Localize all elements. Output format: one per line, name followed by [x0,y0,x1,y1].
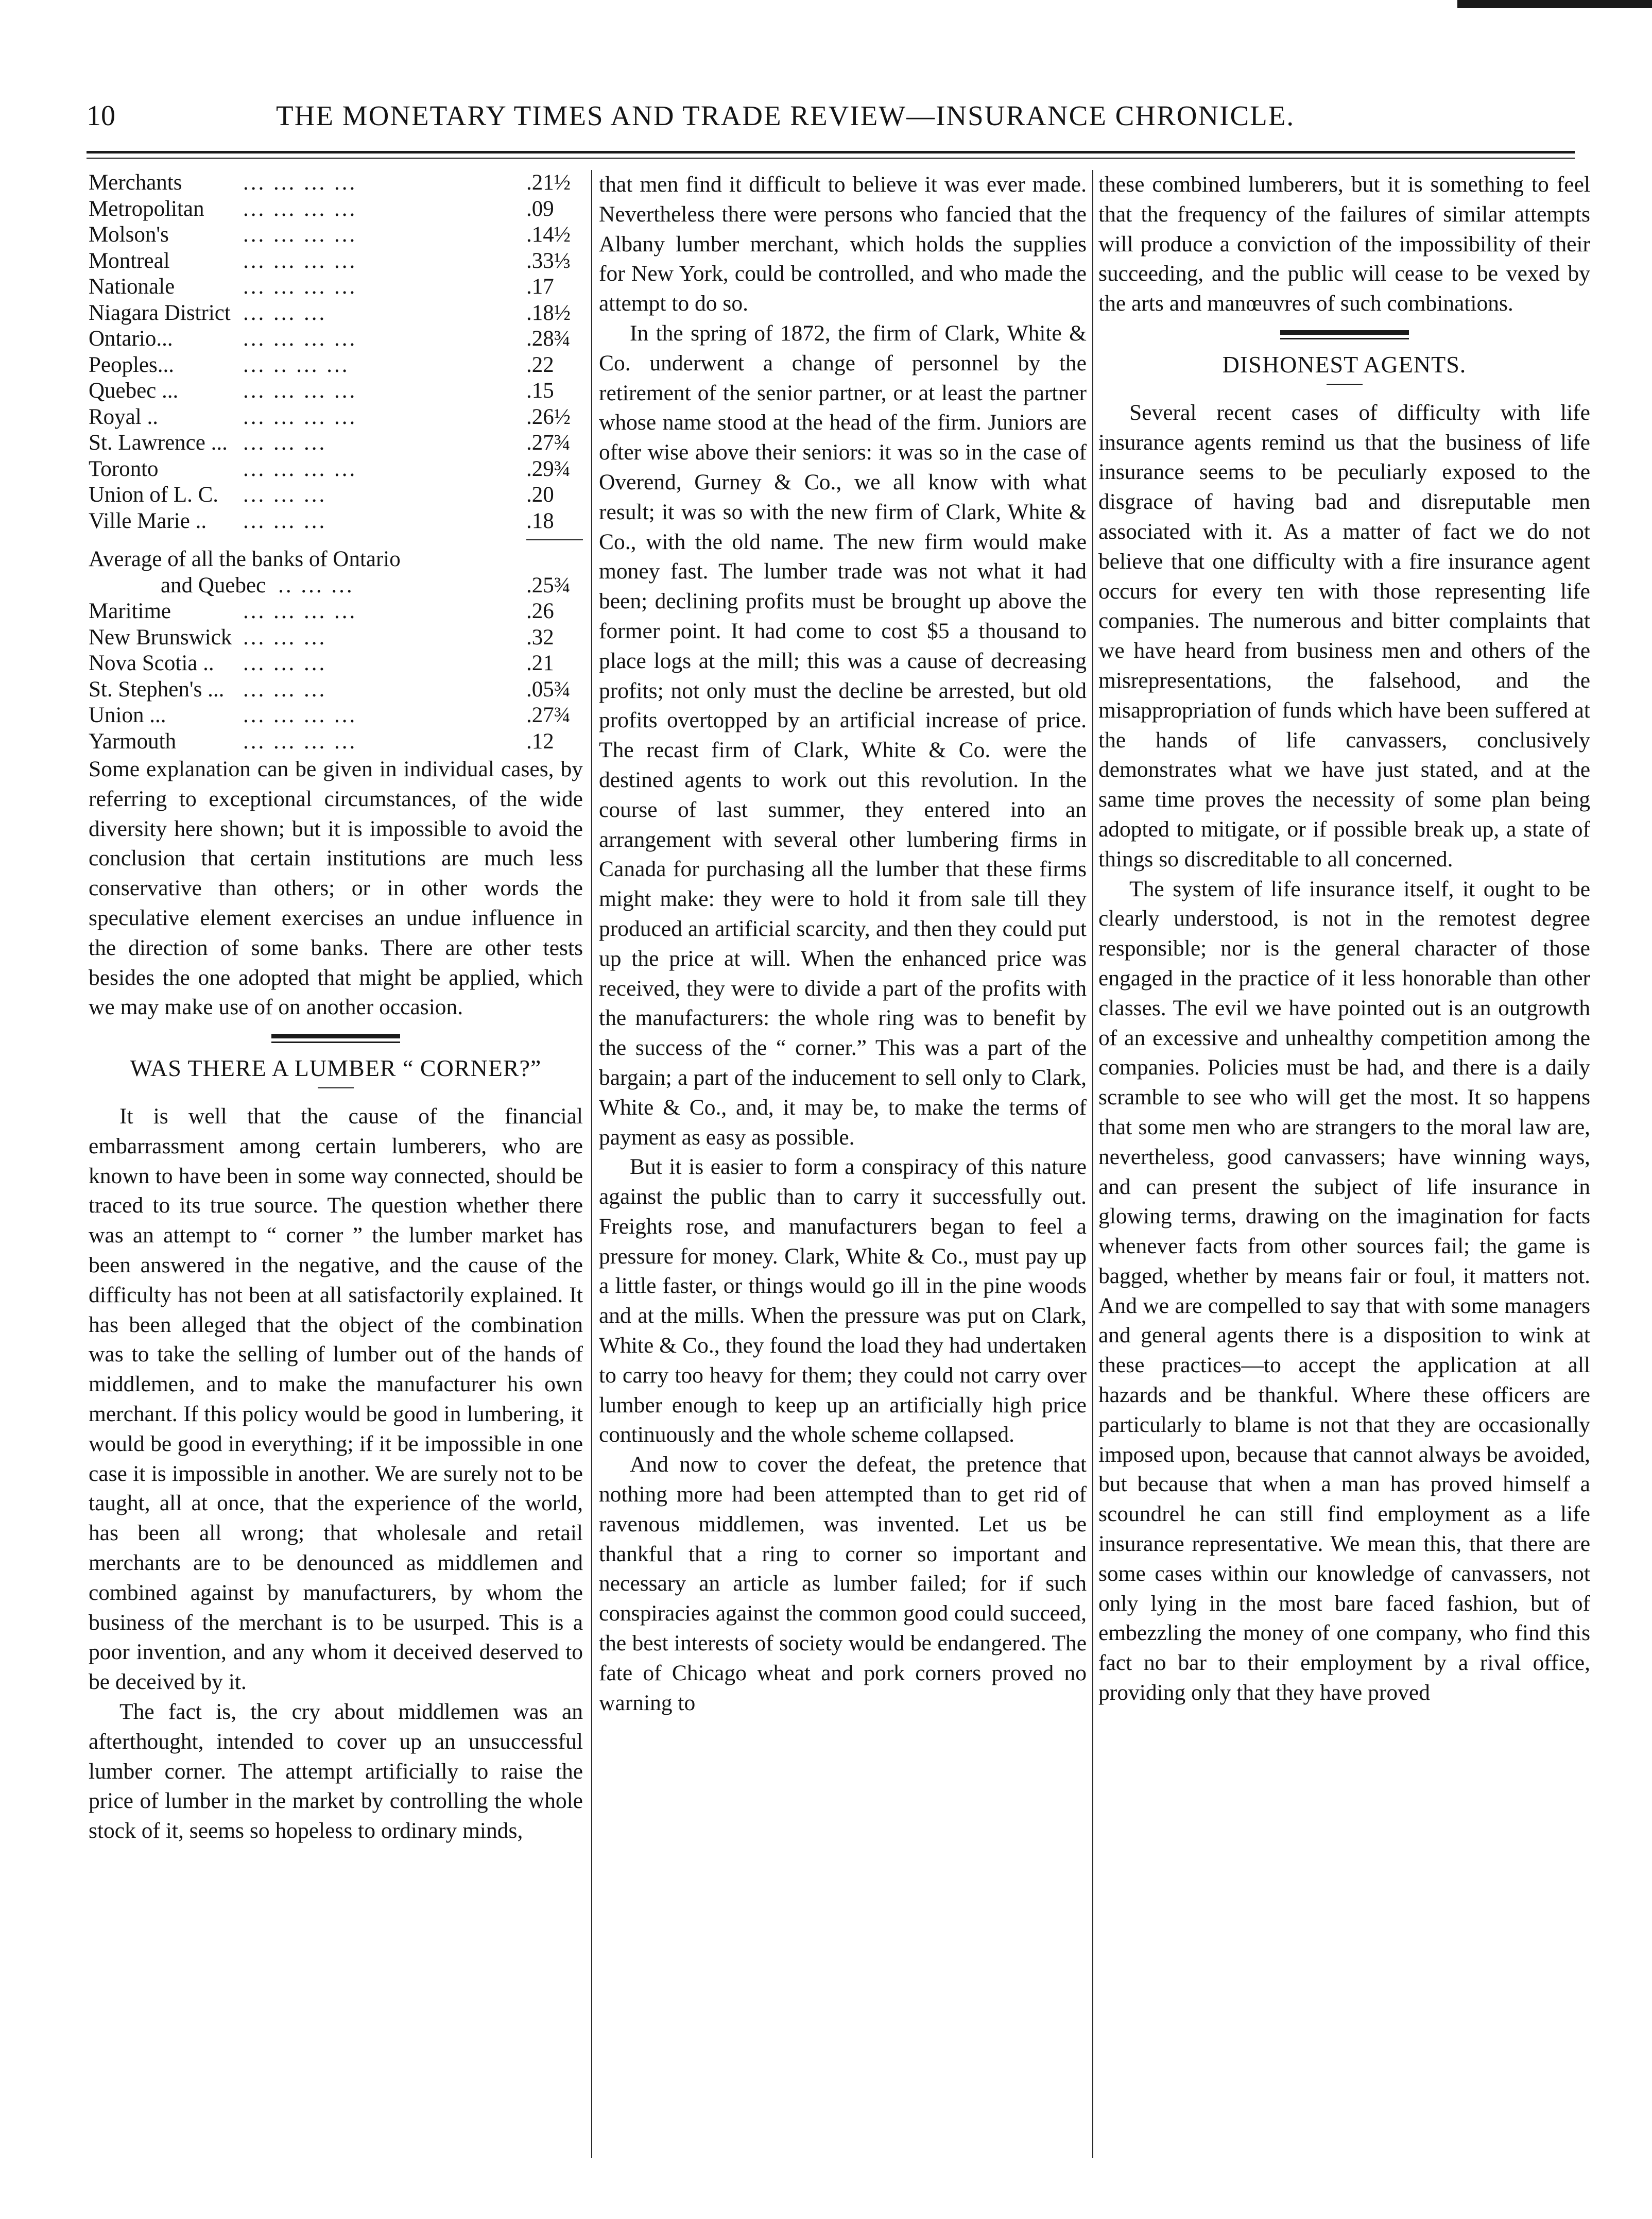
dividend-value: .17 [526,275,554,299]
leader-dots: ... ... ... [243,677,327,702]
leader-dots: ... ... ... [243,483,327,507]
bank-name: New Brunswick [89,625,232,650]
bank-dividend-table-2 [89,599,583,755]
average-label-line2: and Quebec [161,573,266,598]
dividend-value: .15 [526,379,554,403]
dividend-value: .27¾ [526,431,571,455]
headline-dishonest-agents: DISHONEST AGENTS. [1222,351,1467,378]
dividend-value: .21½ [526,170,571,195]
bank-name: Merchants [89,170,182,195]
bank-name: Union of L. C. [89,483,219,507]
average-value: .25¾ [526,573,571,598]
bank-name: Montreal [89,248,170,273]
dividend-value: .14½ [526,223,571,247]
bank-name: St. Stephen's ... [89,677,225,702]
dividend-value: .33⅓ [526,248,571,273]
dividend-value: .26½ [526,404,571,429]
leader-dots: ... ... ... ... [243,248,357,273]
table-row [89,326,583,352]
top-edge-bar [1457,0,1652,8]
leader-dots: ... ... ... [243,651,327,675]
leader-dots: ... ... ... ... [243,703,357,727]
table-row [89,482,583,508]
leader-dots: ... ... ... ... [243,404,357,429]
bank-name: Peoples... [89,352,175,377]
leader-dots: ... ... ... [243,300,327,325]
bank-name: Ville Marie .. [89,508,207,533]
dividend-value: .32 [526,625,554,650]
column-divider-1 [591,170,592,2158]
dividend-value: .28¾ [526,327,571,351]
bank-name: Maritime [89,599,171,623]
page-header [87,93,1575,140]
section-ornament-rule [271,1034,400,1043]
dividend-value: .20 [526,483,554,507]
column-1 [89,170,583,1846]
bank-name: Royal .. [89,404,158,429]
dividend-value: .29¾ [526,456,571,481]
average-label-line1: Average of all the banks of Ontario [89,547,401,571]
dividend-value: .09 [526,196,554,221]
bank-name: Nova Scotia .. [89,651,214,675]
table-row [89,248,583,275]
col3-paragraph: The system of life insurance itself, it ought to be clearly understood, is not in the remotest degree responsible; nor is the general character of those engaged in the practice of it less honorable than other classes. The evil we have pointed out is an outgrowth of an excessive and unhealthy competition among the companies. Policies must be had, and there is a daily scramble to see who will get the most. It so happens that some men who are strangers to the moral law are, nevertheless, good canvassers; have winning ways, and can present the subject of life insurance in glowing terms, drawing on the imagination for facts whenever facts from other sources fail; the game is bagged, whether by means fair or foul, it matters not. And we are compelled to say that with some managers and general agents there is a disposition to wink at these practices—to accept the application at all hazards and be thankful. Where these officers are particularly to blame is not that they are occasionally imposed upon, because that cannot always be avoided, but because that when a man has proved himself a scoundrel he can still find employment as a life insurance representative. We mean this, that there are some cases within our knowledge of canvassers, not only lying in the most bare faced fashion, but of embezzling the money of one company, who find this fact no bar to their employment by a rival office, providing only that they have proved [1098,876,1590,1705]
bank-name: Toronto [89,456,159,481]
headline-dash [318,1087,354,1088]
table-row [89,599,583,625]
table-row [89,170,583,196]
table-row [89,300,583,327]
table-row [89,456,583,483]
dividend-value: .27¾ [526,703,571,727]
section-ornament-rule [1280,330,1409,339]
headline-lumber-corner: WAS THERE A LUMBER “ CORNER?” [130,1055,542,1082]
average-row [89,547,583,599]
bank-name: Molson's [89,223,169,247]
table-row [89,625,583,651]
dividend-value: .21 [526,651,554,675]
leader-dots: ... ... ... ... [243,327,357,351]
col2-paragraph: But it is easier to form a conspiracy of this nature against the public than to carry it successfully out. Freights rose, and manufacturers began to feel a pressure for money. Clark, White & Co., must pay up a little faster, or things would go ill in the pine woods and at the mills. When the pressure was put on Clark, White & Co., they found the load they had undertaken to carry too heavy for them; they could not carry over lumber enough to keep up an artificially high price continuously and the whole scheme collapsed. [599,1154,1087,1447]
leader-dots: ... ... ... ... [243,456,357,481]
dividend-value: .05¾ [526,677,571,702]
page-number: 10 [87,100,115,132]
dividend-value: .12 [526,729,554,754]
col2-paragraph: In the spring of 1872, the firm of Clark, White & Co. underwent a change of personnel by the retirement of the senior partner, or at least the partner whose name stood at the head of the firm. Juniors are ofter wise above their seniors: it was so in the case of Overend, Gurney & Co., we all know with what result; it was so with the new firm of Clark, White & Co., with the old name. The new firm would make money fast. The lumber trade was not what it had been; declining profits must be brought up above the former point. It had come to cost $5 a thousand to place logs at the mill; this was a cause of decreasing profits; not only must the decline be arrested, but old profits overtopped by an artificial increase of price. The recast firm of Clark, White & Co. were the destined agents to work out this revolution. In the course of last summer, they entered into an arrangement with several other lumbering firms in Canada for purchasing all the lumber that these firms might make: they were to hold it from sale till they produced an artificial scarcity, and then they could put up the price at will. When the enhanced price was received, they were to divide a part of the profits with the manufacturers: the whole ring was to benefit by the success of the “ corner.” This was a part of the bargain; a part of the inducement to sell only to Clark, White & Co., and, it may be, to make the terms of payment as easy as possible. [599,320,1087,1150]
dividend-value: .22 [526,352,554,377]
running-title: THE MONETARY TIMES AND TRADE REVIEW—INSURANCE CHRONICLE. [276,100,1295,131]
col3-opening-paragraph: these combined lumberers, but it is something to feel that the frequency of the failures of similar attempts will produce a conviction of the impossibility of their succeeding, and the public will cease to be vexed by the arts and manœuvres of such combinations. [1098,172,1590,316]
header-rule-thick [87,151,1575,153]
bank-name: Quebec ... [89,379,179,403]
leader-dots: ... ... ... [243,508,327,533]
column-divider-2 [1092,170,1093,2158]
bank-name: Yarmouth [89,729,177,754]
col3-paragraph: Several recent cases of difficulty with life insurance agents remind us that the business of life insurance seems to be peculiarly exposed to the disgrace of having bad and disreputable men associated with it. As a matter of fact we do not believe that one difficulty with a fire insurance agent occurs for every ten with those representing life companies. The numerous and bitter complaints that we have heard from business men and others of the misrepresentations, the falsehood, and the misappropriation of funds which have been suffered at the hands of life canvassers, conclusively demonstrates what we have just stated, and at the same time proves the necessity of some plan being adopted to mitigate, or if possible break up, a state of things so discreditable to all concerned. [1098,400,1590,872]
table-row [89,222,583,248]
table-row [89,651,583,677]
header-rule-thin [87,158,1575,159]
col2-paragraph: And now to cover the defeat, the pretence that nothing more had been attempted than to get rid of ravenous middlemen, was invented. Let us be thankful that a ring to corner so important and necessary an article as lumber failed; for if such conspiracies against the common good could succeed, the best interests of society would be endangered. The fate of Chicago wheat and pork corners proved no warning to [599,1452,1087,1715]
leader-dots: ... .. ... ... [243,352,350,377]
bank-name: St. Lawrence ... [89,431,228,455]
leader-dots: ... ... ... ... [243,599,357,623]
leader-dots: ... ... ... [243,431,327,455]
table-row [89,703,583,729]
bank-dividend-table [89,170,583,534]
leader-dots: ... ... ... ... [243,729,357,754]
bank-name: Niagara District [89,300,231,325]
table-row [89,404,583,431]
leader-dots: ... ... ... ... [243,170,357,195]
headline-dash [1327,384,1363,385]
bank-name: Ontario... [89,327,173,351]
dividend-value: .18 [526,508,554,533]
table-row [89,378,583,404]
table-row [89,274,583,300]
table-row [89,508,583,535]
bank-name: Metropolitan [89,196,204,221]
dividend-value: .18½ [526,300,571,325]
col1-paragraph: It is well that the cause of the financial embarrassment among certain lumberers, who are known to have been in some way connected, should be traced to its true source. The question whether there was an attempt to “ corner ” the lumber market has been answered in the negative, and the cause of the difficulty has not been at all satisfactorily explained. It has been alleged that the object of the combination was to take the selling of lumber out of the hands of middlemen, and to make the manufacturer his own merchant. If this policy would be good in lumbering, it would be good in everything; if it be impossible in one case it is impossible in another. We are surely not to be taught, all at once, that the experience of the world, has been all wrong; that wholesale and retail merchants are to be denounced as middlemen and combined against by manufacturers, by whom the business of the merchant is to be usurped. This is a poor invention, and any whom it deceived deserved to be deceived by it. [89,1103,583,1695]
table-row [89,729,583,755]
bank-name: Nationale [89,275,175,299]
leader-dots: ... ... ... ... [243,379,357,403]
column-2 [599,170,1087,1718]
table-row [89,196,583,223]
leader-dots: ... ... ... ... [243,196,357,221]
column-3 [1098,170,1590,1708]
dividend-value: .26 [526,599,554,623]
leader-dots: ... ... ... ... [243,275,357,299]
table-row [89,352,583,379]
col2-paragraph: that men find it difficult to believe it was ever made. Nevertheless there were persons who fancied that the Albany lumber merchant, which holds the supplies for New York, could be controlled, and who made the attempt to do so. [599,172,1087,316]
col1-paragraph: The fact is, the cry about middlemen was an afterthought, intended to cover up an unsuccessful lumber corner. The attempt artificially to raise the price of lumber in the market by controlling the whole stock of it, seems so hopeless to ordinary minds, [89,1699,583,1844]
bank-name: Union ... [89,703,166,727]
table-row [89,677,583,703]
table-row [89,430,583,456]
col1-closing-paragraph: Some explanation can be given in individual cases, by referring to exceptional circumstances, of the wide diversity here shown; but it is impossible to avoid the conclusion that certain institutions are much less conservative than others; or in other words the speculative element exercises an undue influence in the direction of some banks. There are other tests besides the one adopted that might be applied, which we may make use of on another occasion. [89,757,583,1020]
table-rule [526,539,583,540]
leader-dots: ... ... ... [243,625,327,650]
average-dots: .. ... ... [278,573,354,598]
leader-dots: ... ... ... ... [243,223,357,247]
